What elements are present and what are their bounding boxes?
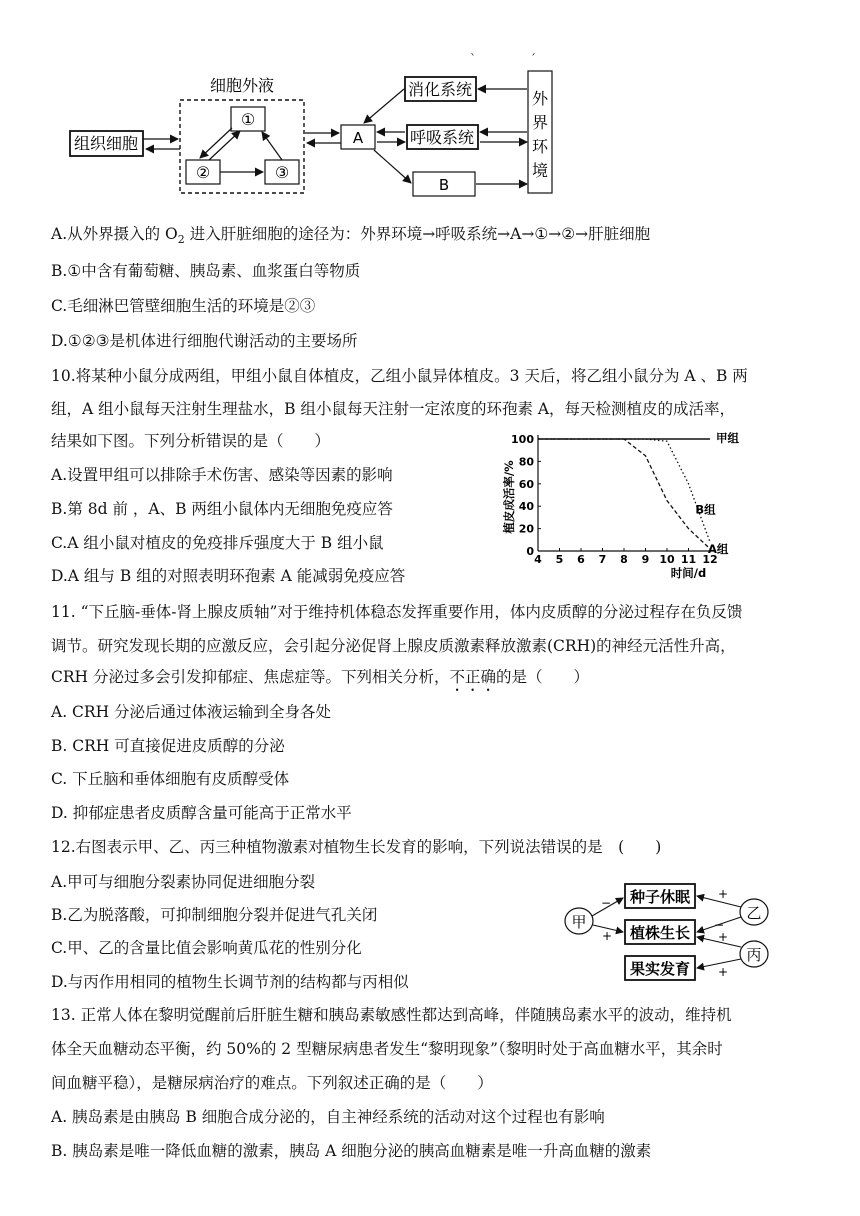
blood-node-a: A [352,129,364,147]
q10-option-a: A.设置甲组可以排除手术伤害、感染等因素的影响 [51,466,393,484]
x-tick-label: 4 [534,553,542,566]
q11-stem-line-3: CRH 分泌过多会引发抑郁症、焦虑症等。下列相关分析，不正确的是（ ） [51,668,590,686]
yi-minus-label: − [714,918,725,932]
q11-option-c: C. 下丘脑和垂体细胞有皮质醇受体 [51,770,290,788]
q11-stem-line-2: 调节。研究发现长期的应激反应，会引起分泌促肾上腺皮质激素释放激素(CRH)的神经元活性升高， [51,637,736,655]
q12-option-d: D.与丙作用相同的植物生长调节剂的结构都与丙相似 [51,973,409,991]
excretion-node-b: B [438,176,450,194]
q13-stem-line-1: 13. 正常人体在黎明觉醒前后肝脏生糖和胰岛素敏感性都达到高峰，伴随胰岛素水平的波动，维持机 [51,1006,732,1024]
x-tick-label: 12 [702,553,718,566]
q10-stem-line-1: 10.将某种小鼠分成两组，甲组小鼠自体植皮，乙组小鼠异体植皮。3 天后，将乙组小鼠分为 A 、B 两 [51,367,748,385]
svg-text:`: ` [470,52,476,66]
q11-option-b: B. CRH 可直接促进皮质醇的分泌 [51,737,285,755]
q10-stem-line-3: 结果如下图。下列分析错误的是（ ） [51,432,331,450]
x-tick-label: 9 [641,553,650,566]
q12-option-a: A.甲可与细胞分裂素协同促进细胞分裂 [51,873,316,891]
q13-stem-line-2: 体全天血糖动态平衡，约 50%的 2 型糖尿病患者发生“黎明现象”（黎明时处于高血糖水平，其余时 [51,1040,723,1058]
y-tick-label: 20 [518,522,534,536]
q10-option-c: C.A 组小鼠对植皮的免疫排斥强度大于 B 组小鼠 [51,534,384,552]
q10-option-b: B.第 8d 前 ，A、B 两组小鼠体内无细胞免疫应答 [51,500,393,518]
q11-option-d: D. 抑郁症患者皮质醇含量可能高于正常水平 [51,804,352,822]
x-tick-label: 7 [598,553,607,566]
q9-option-b: B.①中含有葡萄糖、胰岛素、血浆蛋白等物质 [51,262,361,280]
y-tick-label: 0 [526,545,534,558]
x-tick-label: 11 [680,553,697,566]
q13-option-b: B. 胰岛素是唯一降低血糖的激素，胰岛 A 细胞分泌的胰高血糖素是唯一升高血糖的激素 [51,1142,652,1160]
hormone-jia: 甲 [571,913,587,931]
q9-option-d: D.①②③是机体进行细胞代谢活动的主要场所 [51,332,358,350]
series-label-2: A组 [708,541,729,556]
q13-stem-line-3: 间血糖平稳），是糖尿病治疗的难点。下列叙述正确的是（ ） [51,1074,493,1092]
x-tick-label: 8 [620,553,628,566]
jia-minus-label: − [601,896,612,910]
hormone-bing: 丙 [746,946,762,964]
tissue-fluid-node-2: ② [195,163,211,182]
x-tick-label: 6 [577,553,585,566]
series-line-2 [538,439,710,549]
external-env-char-1: 外 [531,89,549,108]
external-env-char-3: 环 [531,137,549,156]
q11-option-a: A. CRH 分泌后通过体液运输到全身各处 [51,703,332,721]
seed-dormancy-box: 种子休眠 [629,888,691,906]
q12-option-c: C.甲、乙的含量比值会影响黄瓜花的性别分化 [51,939,362,957]
lymph-node-3: ③ [274,163,290,182]
x-tick-label: 10 [659,553,675,566]
q13-option-a: A. 胰岛素是由胰岛 B 细胞合成分泌的，自主神经系统的活动对这个过程也有影响 [51,1108,605,1126]
q10-option-d: D.A 组与 B 组的对照表明环孢素 A 能减弱免疫应答 [51,567,406,585]
external-env-char-4: 境 [531,161,549,180]
y-tick-label: 60 [518,477,534,491]
q12-stem: 12.右图表示甲、乙、丙三种植物激素对植物生长发育的影响，下列说法错误的是 ( ) [51,838,662,856]
x-tick-label: 5 [555,553,564,566]
x-axis-label: 时间/d [670,566,707,580]
y-axis-label: 植皮成活率/% [502,460,516,534]
bing-plus-label-1: + [718,930,729,944]
external-env-char-2: 界 [531,113,549,132]
q9-option-a: A.从外界摄入的 $O_2$ 进入肝脏细胞的途径为：外界环境→呼吸系统→A→①→②→肝脏细胞 [51,225,651,247]
q9-option-c: C.毛细淋巴管壁细胞生活的环境是②③ [51,297,316,315]
q11-stem-line-1: 11. “下丘脑-垂体-肾上腺皮质轴”对于维持机体稳态发挥重要作用，体内皮质醇的分泌过程存在负反馈 [51,603,743,621]
internal-environment-diagram [0,0,860,215]
fruit-development-box: 果实发育 [629,960,691,978]
series-line-1 [538,439,710,542]
y-tick-label: 40 [518,500,534,514]
plant-hormone-diagram [558,874,778,986]
q12-option-b: B.乙为脱落酸，可抑制细胞分裂并促进气孔关闭 [51,906,378,924]
respiratory-system-node: 呼吸系统 [409,128,475,147]
jia-plus-label: + [602,929,613,943]
plasma-node-1: ① [240,110,256,129]
series-label-1: B组 [695,502,716,517]
plant-growth-box: 植株生长 [629,924,691,942]
y-tick-label: 80 [518,455,534,469]
bing-plus-label-2: + [718,965,729,979]
graft-survival-chart [500,425,740,580]
svg-text:´: ´ [530,52,536,66]
tissue-cell-node: 组织细胞 [73,134,139,153]
q10-stem-line-2: 组，A 组小鼠每天注射生理盐水，B 组小鼠每天注射一定浓度的环孢素 A，每天检测植皮的成活率， [51,400,736,418]
hormone-yi: 乙 [746,904,762,922]
y-tick-label: 100 [511,433,534,446]
series-label-0: 甲组 [716,431,739,445]
digestive-system-node: 消化系统 [407,80,473,99]
extracellular-fluid-title: 细胞外液 [209,76,275,95]
yi-plus-label: + [718,887,729,901]
